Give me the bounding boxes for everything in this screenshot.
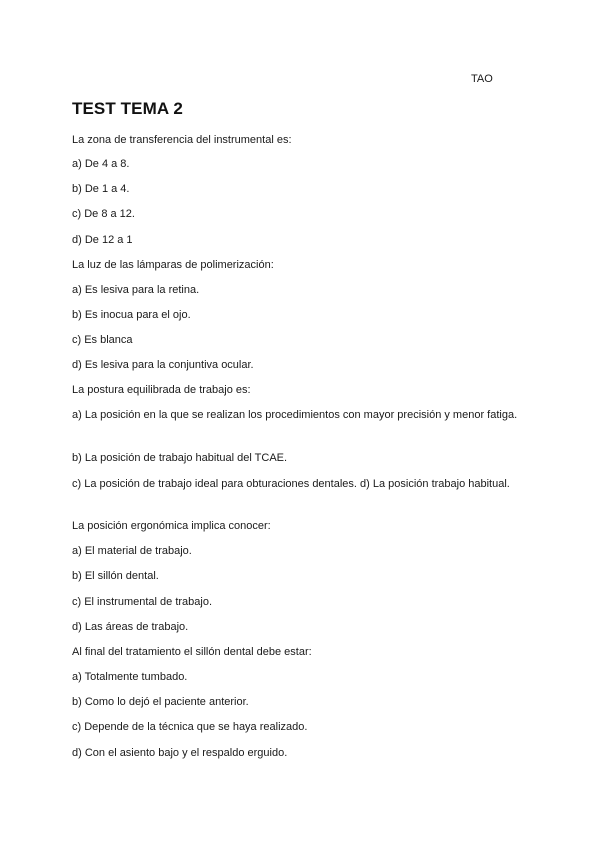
question-4-option-d: d) Las áreas de trabajo.: [72, 621, 189, 633]
question-2-option-b: b) Es inocua para el ojo.: [72, 309, 191, 321]
question-2-option-a: a) Es lesiva para la retina.: [72, 284, 200, 296]
question-5-option-c: c) Depende de la técnica que se haya realizado.: [72, 721, 308, 733]
author-code: TAO: [471, 73, 493, 85]
question-4-option-b: b) El sillón dental.: [72, 570, 159, 582]
question-2-option-d: d) Es lesiva para la conjuntiva ocular.: [72, 359, 254, 371]
question-3-option-a: a) La posición en la que se realizan los procedimientos con mayor precisión y menor fatiga.: [72, 409, 518, 421]
question-5-text: Al final del tratamiento el sillón dental debe estar:: [72, 646, 312, 658]
question-1-option-c: c) De 8 a 12.: [72, 208, 135, 220]
question-3-text: La postura equilibrada de trabajo es:: [72, 384, 251, 396]
question-5-option-a: a) Totalmente tumbado.: [72, 671, 188, 683]
page-title: TEST TEMA 2: [72, 99, 183, 118]
question-3-option-b: b) La posición de trabajo habitual del TCAE.: [72, 452, 288, 464]
question-4-option-c: c) El instrumental de trabajo.: [72, 596, 213, 608]
question-1-option-b: b) De 1 a 4.: [72, 183, 130, 195]
question-5-option-d: d) Con el asiento bajo y el respaldo erguido.: [72, 747, 288, 759]
question-4-option-a: a) El material de trabajo.: [72, 545, 192, 557]
question-2-text: La luz de las lámparas de polimerización:: [72, 259, 274, 271]
question-5-option-b: b) Como lo dejó el paciente anterior.: [72, 696, 249, 708]
question-3-option-c-d: c) La posición de trabajo ideal para obturaciones dentales. d) La posición trabajo habitual.: [72, 478, 510, 490]
question-1-option-d: d) De 12 a 1: [72, 234, 133, 246]
question-2-option-c: c) Es blanca: [72, 334, 133, 346]
question-4-text: La posición ergonómica implica conocer:: [72, 520, 271, 532]
question-1-text: La zona de transferencia del instrumental es:: [72, 134, 292, 146]
question-1-option-a: a) De 4 a 8.: [72, 158, 130, 170]
